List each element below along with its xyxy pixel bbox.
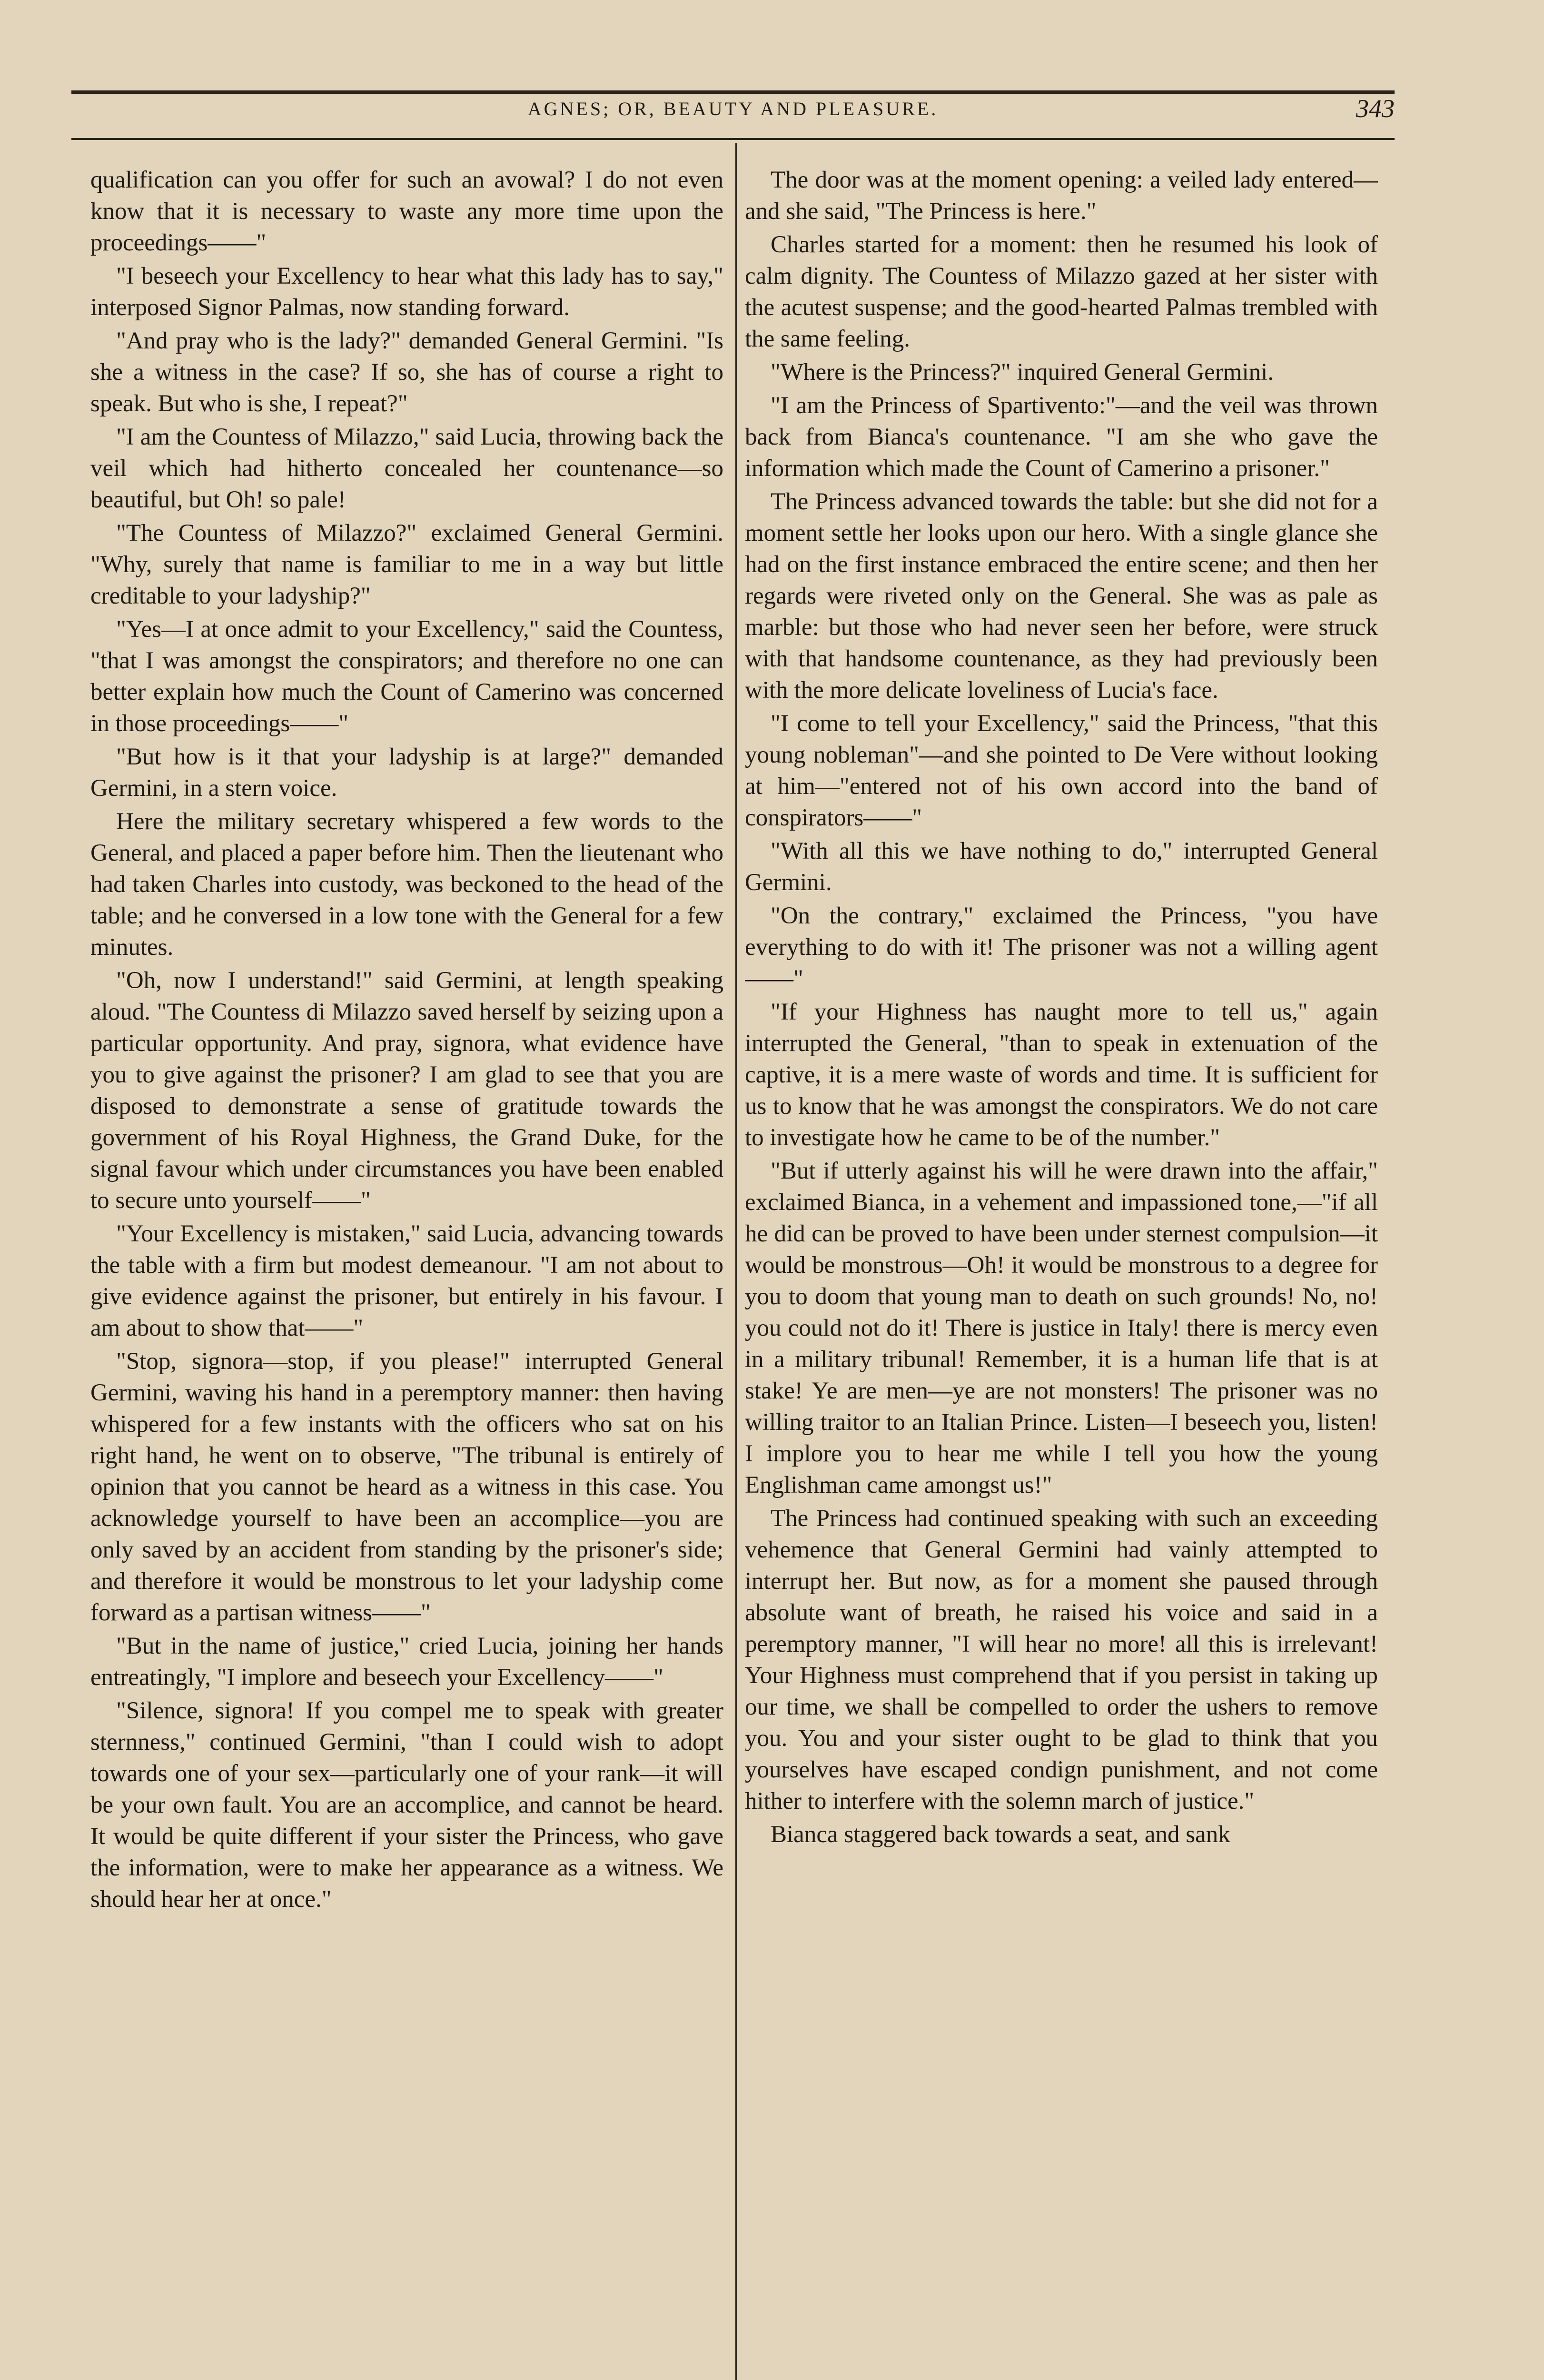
column-divider <box>735 143 737 2380</box>
left-column <box>90 164 723 2378</box>
paragraph: Bianca staggered back towards a seat, and sank <box>771 1821 1230 1848</box>
header-rule <box>71 138 1395 140</box>
paragraph: "Your Excellency is mistaken," said Lucia, advancing towards the table with a firm but modest demeanour. "I am not about to give evidence against the prisoner, but entirely in his favour. I am about to show that——" <box>90 1220 723 1341</box>
paragraph: "If your Highness has naught more to tell us," again interrupted the General, "than to speak in extenuation of the captive, it is a mere waste of words and time. It is sufficient for us to know that he was amongst the conspirators. We do not care to investigate how he came to be of the number." <box>745 999 1378 1151</box>
paragraph: The door was at the moment opening: a veiled lady entered—and she said, "The Princess is here." <box>745 167 1378 225</box>
paragraph: "Yes—I at once admit to your Excellency," said the Countess, "that I was amongst the conspirators; and therefore no one can better explain how much the Count of Camerino was concerned in those proceedings——" <box>90 616 723 737</box>
paragraph: "Silence, signora! If you compel me to speak with greater sternness," continued Germini, "than I could wish to adopt towards one of your sex—particularly one of your rank—it will be your own fault. You are an accomplice, and cannot be heard. It would be quite different if your sister the Princess, who gave the information, were to make her appearance as a witness. We should hear her at once." <box>90 1697 723 1913</box>
paragraph: The Princess had continued speaking with such an exceeding vehemence that General Germini had vainly attempted to interrupt her. But now, as for a moment she paused through absolute want of breath, he raised his voice and said in a peremptory manner, "I will hear no more! all this is irrelevant! Your Highness must comprehend that if you persist in taking up our time, we shall be compelled to order the ushers to remove you. You and your sister ought to be glad to think that you yourselves have escaped condign punishment, and not come hither to interfere with the solemn march of justice." <box>745 1505 1378 1815</box>
paragraph: "On the contrary," exclaimed the Princess, "you have everything to do with it! The prisoner was not a willing agent——" <box>745 902 1378 992</box>
running-head: AGNES; OR, BEAUTY AND PLEASURE. <box>527 98 939 119</box>
paragraph: Here the military secretary whispered a few words to the General, and placed a paper before him. Then the lieutenant who had taken Charles into custody, was beckoned to the head of the table; and he conversed in a low tone with the General for a few minutes. <box>90 808 723 961</box>
paragraph: "The Countess of Milazzo?" exclaimed General Germini. "Why, surely that name is familiar to me in a way but little creditable to your ladyship?" <box>90 520 723 609</box>
paragraph: "But in the name of justice," cried Lucia, joining her hands entreatingly, "I implore and beseech your Excellency——" <box>90 1633 723 1691</box>
paragraph: "Where is the Princess?" inquired General Germini. <box>771 359 1274 386</box>
page-number: 343 <box>1356 94 1395 123</box>
paragraph: "With all this we have nothing to do," interrupted General Germini. <box>745 838 1378 896</box>
right-column <box>745 164 1378 2378</box>
paragraph: "I beseech your Excellency to hear what this lady has to say," interposed Signor Palmas, now standing forward. <box>90 263 723 321</box>
top-rule <box>71 90 1395 94</box>
paragraph: "I am the Princess of Spartivento:"—and the veil was thrown back from Bianca's countenance. "I am she who gave the information which made the Count of Camerino a prisoner." <box>745 392 1378 482</box>
paragraph: "Oh, now I understand!" said Germini, at length speaking aloud. "The Countess di Milazzo saved herself by seizing upon a particular opportunity. And pray, signora, what evidence have you to give against the prisoner? I am glad to see that you are disposed to demonstrate a sense of gratitude towards the government of his Royal Highness, the Grand Duke, for the signal favour which under circumstances you have been enabled to secure unto yourself——" <box>90 967 723 1214</box>
paragraph: "I am the Countess of Milazzo," said Lucia, throwing back the veil which had hitherto concealed her countenance—so beautiful, but Oh! so pale! <box>90 424 723 513</box>
paragraph: "I come to tell your Excellency," said the Princess, "that this young nobleman"—and she pointed to De Vere without looking at him—"entered not of his own accord into the band of conspirators——" <box>745 710 1378 831</box>
page-header <box>71 94 1395 131</box>
paragraph: The Princess advanced towards the table: but she did not for a moment settle her looks upon our hero. With a single glance she had on the first instance embraced the entire scene; and then her regards were riveted only on the General. She was as pale as marble: but those who had never seen her before, were struck with that handsome countenance, as they had previously been with the more delicate loveliness of Lucia's face. <box>745 488 1378 704</box>
paragraph: "But if utterly against his will he were drawn into the affair," exclaimed Bianca, in a vehement and impassioned tone,—"if all he did can be proved to have been under sternest compulsion—it would be monstrous—Oh! it would be monstrous to a degree for you to doom that young man to death on such grounds! No, no! you could not do it! There is justice in Italy! there is mercy even in a military tribunal! Remember, it is a human life that is at stake! Ye are men—ye are not monsters! The prisoner was no willing traitor to an Italian Prince. Listen—I beseech you, listen! I implore you to hear me while I tell you how the young Englishman came amongst us!" <box>745 1158 1378 1498</box>
paragraph: "But how is it that your ladyship is at large?" demanded Germini, in a stern voice. <box>90 744 723 802</box>
paragraph: Charles started for a moment: then he resumed his look of calm dignity. The Countess of Milazzo gazed at her sister with the acutest suspense; and the good-hearted Palmas trembled with the same feeling. <box>745 231 1378 352</box>
paragraph: qualification can you offer for such an avowal? I do not even know that it is necessary to waste any more time upon the proceedings——" <box>90 167 723 256</box>
paragraph: "And pray who is the lady?" demanded General Germini. "Is she a witness in the case? If so, she has of course a right to speak. But who is she, I repeat?" <box>90 327 723 417</box>
paragraph: "Stop, signora—stop, if you please!" interrupted General Germini, waving his hand in a peremptory manner: then having whispered for a few instants with the officers who sat on his right hand, he went on to observe, "The tribunal is entirely of opinion that you cannot be heard as a witness in this case. You acknowledge yourself to have been an accomplice—you are only saved by an accident from standing by the prisoner's side; and therefore it would be monstrous to let your ladyship come forward as a partisan witness——" <box>90 1348 723 1626</box>
